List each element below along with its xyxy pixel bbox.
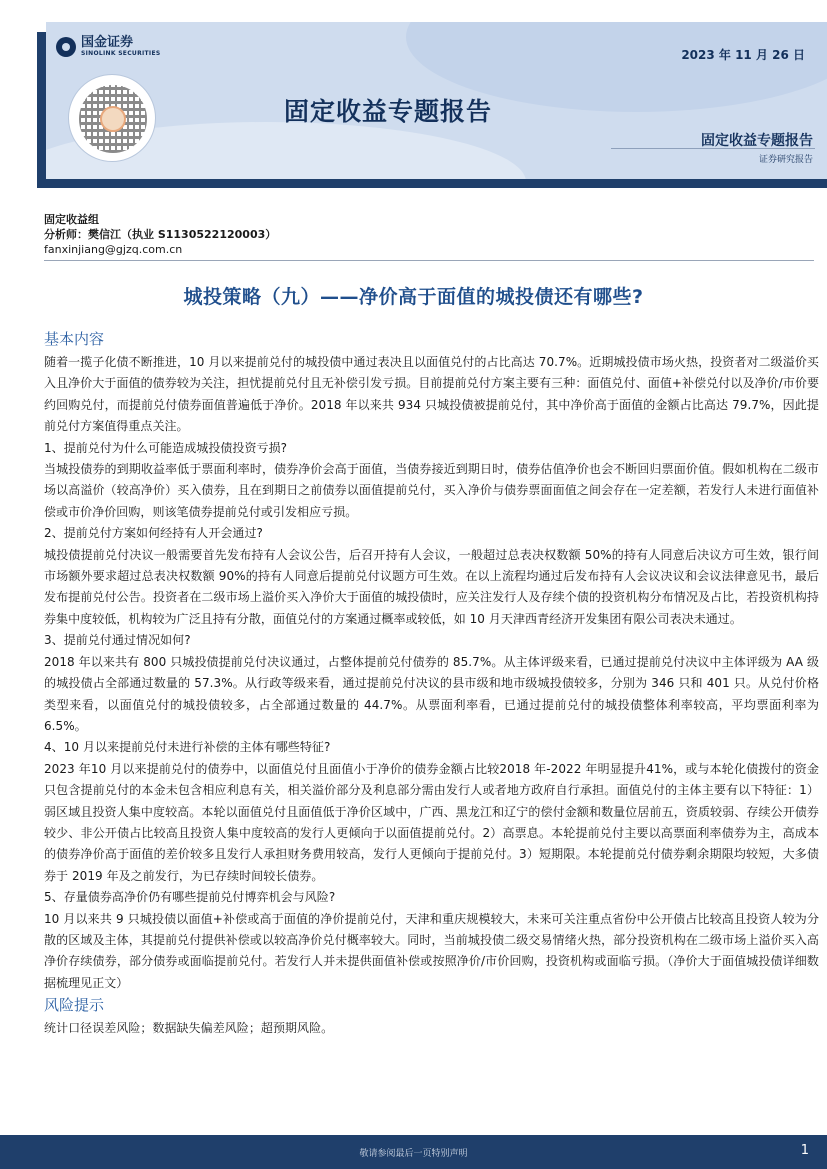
answer-paragraph: 2023 年10 月以来提前兑付的债券中，以面值兑付且面值小于净价的债券金额占比较2018 年-2022 年明显提升41%，或与本轮化债拨付的资金只包含提前兑付的本金未包含相应利息有关，相关溢价部分及利息部分需由发行人或者地方政府自行承担。面值兑付的主体主要有以下特征：1）弱区域且投资人集中度较高。本轮以面值兑付且面值低于净价区域中，广西、黑龙江和辽宁的偿付金额和数量位居前五，资质较弱、存续公开债券较少、非公开债占比较高且投资人集中度较高的发行人更倾向于以面值提前兑付。2）高票息。本轮提前兑付主要以高票面利率债券为主，高成本的债券净价高于面值的差价较多且发行人承担财务费用较高，发行人更倾向于提前兑付。3）短期限。本轮提前兑付债券剩余期限均较短，大多债券于 2019 年及之前发行，为已存续时间较长债券。 xyxy=(44,761,819,883)
answer-paragraph: 当城投债券的到期收益率低于票面利率时，债券净价会高于面值，当债券接近到期日时，债券估值净价也会不断回归票面价值。假如机构在二级市场以高溢价（较高净价）买入债券，且在到期日之前债券以面值提前兑付，买入净价与债券票面面值之间会存在一定差额，若发行人未进行面值补偿或市价净价回购，则该笔债券提前兑付或引发相应亏损。 xyxy=(44,462,819,519)
section-heading-risk: 风险提示 xyxy=(44,996,105,1015)
header-subtitle: 固定收益专题报告 xyxy=(701,133,813,149)
question-heading: 4、10 月以来提前兑付未进行补偿的主体有哪些特征? xyxy=(44,740,331,755)
question-heading: 2、提前兑付方案如何经持有人开会通过? xyxy=(44,526,263,541)
analyst-email[interactable]: fanxinjiang@gjzq.com.cn xyxy=(44,243,183,256)
header-category: 证券研究报告 xyxy=(758,155,813,165)
report-date: 2023 年 11 月 26 日 xyxy=(681,48,805,62)
intro-paragraph: 随着一揽子化债不断推进，10 月以来提前兑付的城投债中通过表决且以面值兑付的占比高达 70.7%。近期城投债市场火热，投资者对二级溢价买入且净价大于面值的债券较为关注，担忧提前兑付且无补偿引发亏损。目前提前兑付方案主要有三种：面值兑付、面值+补偿兑付以及净价/市价要约回购兑付，而提前兑付债券面值普遍低于净价。2018 年以来共 934 只城投债被提前兑付，其中净价高于面值的金额占比高达 79.7%，因此提前兑付方案值得重点关注。 xyxy=(44,355,819,434)
logo-name-cn: 国金证券 xyxy=(81,35,134,50)
question-heading: 1、提前兑付为什么可能造成城投债投资亏损? xyxy=(44,440,288,455)
company-logo xyxy=(56,36,160,58)
question-heading: 3、提前兑付通过情况如何? xyxy=(44,633,191,648)
logo-icon xyxy=(56,37,76,57)
answer-paragraph: 2018 年以来共有 800 只城投债提前兑付决议通过，占整体提前兑付债券的 85.7%。从主体评级来看，已通过提前兑付决议中主体评级为 AA 级的城投债占全部通过数量的 57.3%。从行政等级来看，通过提前兑付决议的县市级和地市级城投债较多，分别为 346 只和 401 只。从兑付价格类型来看，以面值兑付的城投债较多，占全部通过数量的 44.7%。从票面利率看，已通过提前兑付的城投债整体利率较高，平均票面利率为 6.5%。 xyxy=(44,654,819,733)
logo-name-en: SINOLINK SECURITIES xyxy=(81,50,161,57)
question-heading: 5、存量债券高净价仍有哪些提前兑付博弈机会与风险? xyxy=(44,890,336,905)
section-heading-basic: 基本内容 xyxy=(44,330,105,348)
answer-paragraph: 城投债提前兑付决议一般需要首先发布持有人会议公告，后召开持有人会议，一般超过总表决权数额 50%的持有人同意后决议方可生效，银行间市场额外要求超过总表决权数额 90%的持有人同意后提前兑付议题方可生效。在以上流程均通过后发布持有人会议决议和会议法律意见书，最后发布提前兑付公告。投资者在二级市场上溢价买入净价大于面值的城投债时，应关注发行人及存续个债的投资机构分布情况及占比，若投资机构持券集中度较低，机构较为广泛且持有分散，面值兑付的方案通过概率或较低，如 10 月天津西青经济开发集团有限公司表决未通过。 xyxy=(44,547,819,626)
page-number: 1 xyxy=(800,1143,809,1158)
report-header xyxy=(46,22,827,179)
report-title: 城投策略（九）——净价高于面值的城投债还有哪些? xyxy=(183,286,644,308)
risk-paragraph: 统计口径误差风险；数据缺失偏差风险；超预期风险。 xyxy=(44,1021,334,1036)
header-title: 固定收益专题报告 xyxy=(284,97,493,126)
answer-paragraph: 10 月以来共 9 只城投债以面值+补偿或高于面值的净价提前兑付，天津和重庆规模较大，未来可关注重点省份中公开债占比较高且投资人较为分散的区域及主体，其提前兑付提供补偿或以较高净价兑付概率较大。同时，当前城投债二级交易情绪火热，部分投资机构在二级市场上溢价买入高净价存续债券，部分债券或面临提前兑付。若发行人并未提供面值补偿或按照净价/市价回购，投资机构或面临亏损。（净价大于面值城投债详细数据梳理见正文） xyxy=(44,911,819,990)
analyst-line: 分析师：樊信江（执业 S1130522120003） xyxy=(44,228,277,241)
disclaimer-note: 敬请参阅最后一页特别声明 xyxy=(359,1149,468,1159)
divider xyxy=(44,260,814,261)
page-footer xyxy=(0,1135,827,1169)
research-group: 固定收益组 xyxy=(44,213,99,226)
author-block xyxy=(44,212,276,257)
qr-code-icon xyxy=(68,74,156,162)
report-body xyxy=(44,328,819,1040)
